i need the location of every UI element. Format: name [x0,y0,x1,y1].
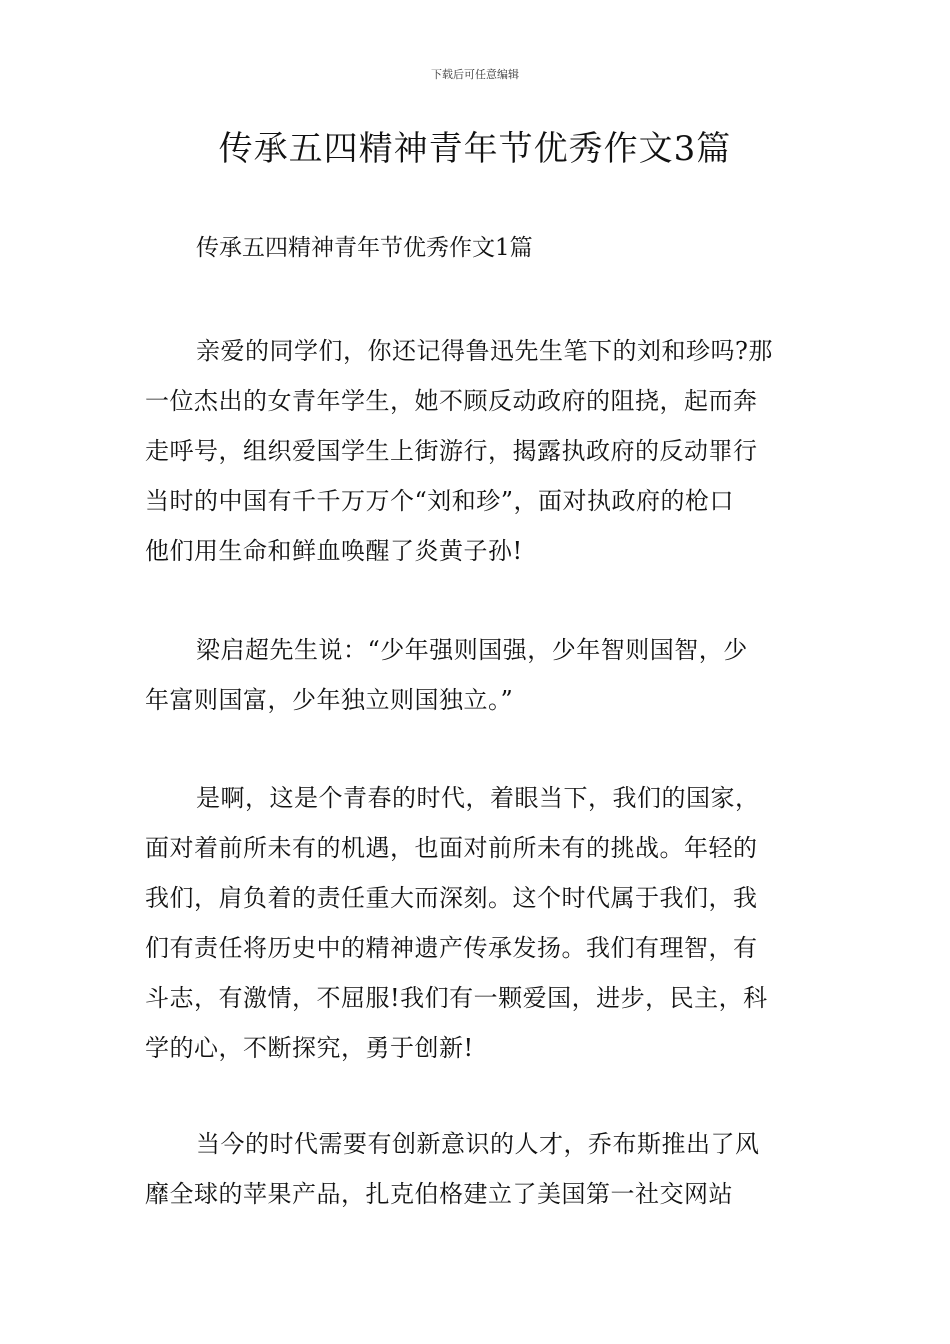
document-title: 传承五四精神青年节优秀作文3篇 [218,129,732,169]
paragraph-line: 走呼号，组织爱国学生上街游行，揭露执政府的反动罪行 [145,437,758,465]
paragraph-line: 斗志，有激情，不屈服!我们有一颗爱国，进步，民主，科 [145,984,768,1012]
paragraph-2 [145,625,805,725]
paragraph-line: 当今的时代需要有创新意识的人才，乔布斯推出了风 [196,1130,760,1158]
paragraph-1 [145,326,805,576]
paragraph-line: 们有责任将历史中的精神遗产传承发扬。我们有理智，有 [145,934,758,962]
paragraph-line: 梁启超先生说：“少年强则国强，少年智则国智，少 [196,636,748,664]
section-subtitle: 传承五四精神青年节优秀作文1篇 [196,235,533,261]
paragraph-line: 当时的中国有千千万万个“刘和珍”，面对执政府的枪口 [145,487,735,515]
paragraph-line: 我们，肩负着的责任重大而深刻。这个时代属于我们，我 [145,884,758,912]
paragraph-line: 他们用生命和鲜血唤醒了炎黄子孙! [145,537,523,565]
paragraph-line: 是啊，这是个青春的时代，着眼当下，我们的国家， [196,784,760,812]
paragraph-line: 年富则国富，少年独立则国独立。” [145,686,514,714]
header-note: 下载后可任意编辑 [431,68,519,81]
paragraph-line: 亲爱的同学们，你还记得鲁迅先生笔下的刘和珍吗?那 [196,337,773,365]
paragraph-3 [145,773,805,1073]
paragraph-4 [145,1119,805,1219]
paragraph-line: 一位杰出的女青年学生，她不顾反动政府的阻挠，起而奔 [145,387,758,415]
paragraph-line: 靡全球的苹果产品，扎克伯格建立了美国第一社交网站 [145,1180,733,1208]
paragraph-line: 学的心，不断探究，勇于创新! [145,1034,474,1062]
paragraph-line: 面对着前所未有的机遇，也面对前所未有的挑战。年轻的 [145,834,758,862]
